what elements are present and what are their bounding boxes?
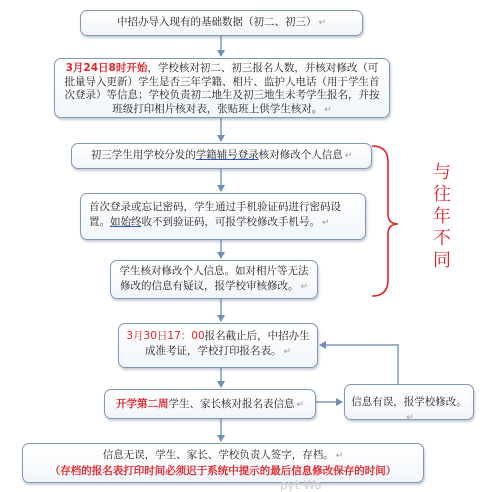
step-import-data-text: 中招办导入现有的基础数据（初二、初三） <box>116 16 317 28</box>
step-student-edit-text: 学生核对修改个人信息。如对相片等无法修改的信息有疑议，报学校审核修改。 <box>119 265 309 292</box>
step-school-verify-date: 3月24日8时开始 <box>65 62 148 74</box>
step-form-check-week: 开学第二周 <box>115 398 169 410</box>
step-form-check-text: 学生、家长核对报名表信息 <box>168 398 295 410</box>
step-school-verify-text: ，学校核对初二、初三报名人数，并核对修改（可批量导入更新）学生是否三年学籍、相片、监护人电话（用于学生首次登录）等信息；学校负责初二地生及初三地生未考学生报名，并按班级打印相片核对表，张贴班上供学生核对。 <box>64 62 380 115</box>
step-info-error: 信息有误，报学校修改。↵ <box>344 384 474 420</box>
step-school-verify: 3月24日8时开始，学校核对初二、初三报名人数，并核对修改（可批量导入更新）学生是否三年学籍、相片、监护人电话（用于学生首次登录）等信息；学校负责初二地生及初三地生未考学生报名，并按班级打印相片核对表，张贴班上供学生核对。 ↵ <box>54 58 390 118</box>
step-import-data: 中招办导入现有的基础数据（初二、初三） ↵ <box>80 10 363 36</box>
step-sign-archive-note: （存档的报名表打印时间必须迟于系统中提示的最后信息修改保存的时间） <box>49 465 397 477</box>
step-sign-archive-line1: 信息无误，学生、家长、学校负责人签字，存档。 ↵ <box>102 449 344 461</box>
step-form-check: 开学第二周学生、家长核对报名表信息 ↵ <box>104 389 316 419</box>
arrow-b8-b6 <box>320 345 398 384</box>
step-deadline-text: 报名截止后，中招办生成准考证，学校打印报名表。 <box>144 330 310 357</box>
different-from-previous-years-label: 与 往 年 不 同 <box>433 162 451 271</box>
step-deadline-date: 3月30日17：00 <box>126 330 205 342</box>
step-info-error-text: 信息有误，报学校修改。 <box>351 396 467 408</box>
step-student-edit: 学生核对修改个人信息。如对相片等无法修改的信息有疑议，报学校审核修改。 ↵ <box>110 260 318 299</box>
step-deadline: 3月30日17：00报名截止后，中招办生成准考证，学校打印报名表。 ↵ <box>118 323 318 368</box>
red-brace <box>372 146 398 296</box>
watermark: pyt Wa <box>280 478 322 492</box>
step-sign-archive <box>22 443 424 483</box>
step-password-setup: 首次登录或忘记密码，学生通过手机验证码进行密码设置。如始终收不到验证码，可报学校修改手机号。 ↵ <box>80 193 366 240</box>
step-student-login: 初三学生用学校分发的学籍辅号登录核对修改个人信息 ↵ <box>71 143 372 169</box>
student-account-link: 学籍辅号登录 <box>195 149 259 161</box>
